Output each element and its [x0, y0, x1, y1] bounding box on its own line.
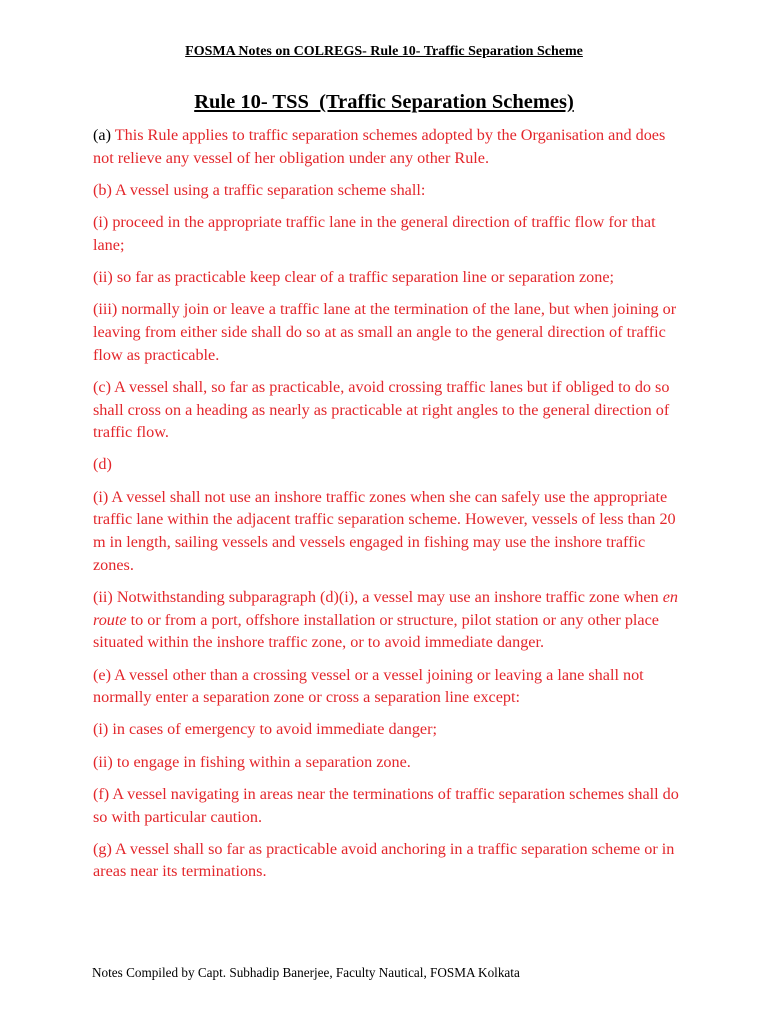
paragraph-d-ii — [93, 586, 683, 654]
paragraph-a-text: This Rule applies to traffic separation schemes adopted by the Organisation and does not relieve any vessel of her obligation under any other Rule. — [93, 126, 666, 167]
rule-body — [93, 124, 683, 893]
paragraph-d-i: (i) A vessel shall not use an inshore traffic zones when she can safely use the appropriate traffic lane within the adjacent traffic separation scheme. However, vessels of less than 20 m in length, sailing vessels and vessels engaged in fishing may use the inshore traffic zones. — [93, 487, 676, 574]
paragraph-d-ii-start: (ii) Notwithstanding subparagraph (d)(i), a vessel may use an inshore traffic zone when — [93, 587, 663, 606]
paragraph-d-ii-italic: en route — [93, 587, 678, 629]
page-title: Rule 10- TSS (Traffic Separation Schemes) — [194, 91, 574, 113]
paragraph-b-iii: (iii) normally join or leave a traffic lane at the termination of the lane, but when joining or leaving from either side shall do so at as small an angle to the general direction of traffic flow as practicable. — [93, 300, 677, 364]
paragraph-e-i: (i) in cases of emergency to avoid immediate danger; — [93, 720, 438, 739]
paragraph-d: (d) — [93, 455, 112, 474]
paragraph-a — [93, 124, 683, 169]
paragraph-d-ii-end: to or from a port, offshore installation or structure, pilot station or any other place situated within the inshore traffic zone, or to avoid immediate danger. — [93, 610, 659, 652]
page-footer: Notes Compiled by Capt. Subhadip Banerjee, Faculty Nautical, FOSMA Kolkata — [92, 965, 520, 980]
paragraph-g: (g) A vessel shall so far as practicable avoid anchoring in a traffic separation scheme or in areas near its terminations. — [93, 839, 675, 881]
paragraph-b: (b) A vessel using a traffic separation scheme shall: — [93, 180, 426, 199]
paragraph-e-ii: (ii) to engage in fishing within a separation zone. — [93, 752, 411, 771]
page-header: FOSMA Notes on COLREGS- Rule 10- Traffic Separation Scheme — [185, 44, 583, 59]
paragraph-e: (e) A vessel other than a crossing vessel or a vessel joining or leaving a lane shall not normally enter a separation zone or cross a separation line except: — [93, 665, 644, 707]
paragraph-f: (f) A vessel navigating in areas near the terminations of traffic separation schemes shall do so with particular caution. — [93, 784, 679, 826]
paragraph-a-lead: (a) — [93, 126, 115, 144]
paragraph-b-ii: (ii) so far as practicable keep clear of a traffic separation line or separation zone; — [93, 268, 615, 287]
paragraph-b-i: (i) proceed in the appropriate traffic lane in the general direction of traffic flow for that lane; — [93, 213, 656, 254]
paragraph-c: (c) A vessel shall, so far as practicable, avoid crossing traffic lanes but if obliged to do so shall cross on a heading as nearly as practicable at right angles to the general direction of traffic flow. — [93, 377, 670, 442]
